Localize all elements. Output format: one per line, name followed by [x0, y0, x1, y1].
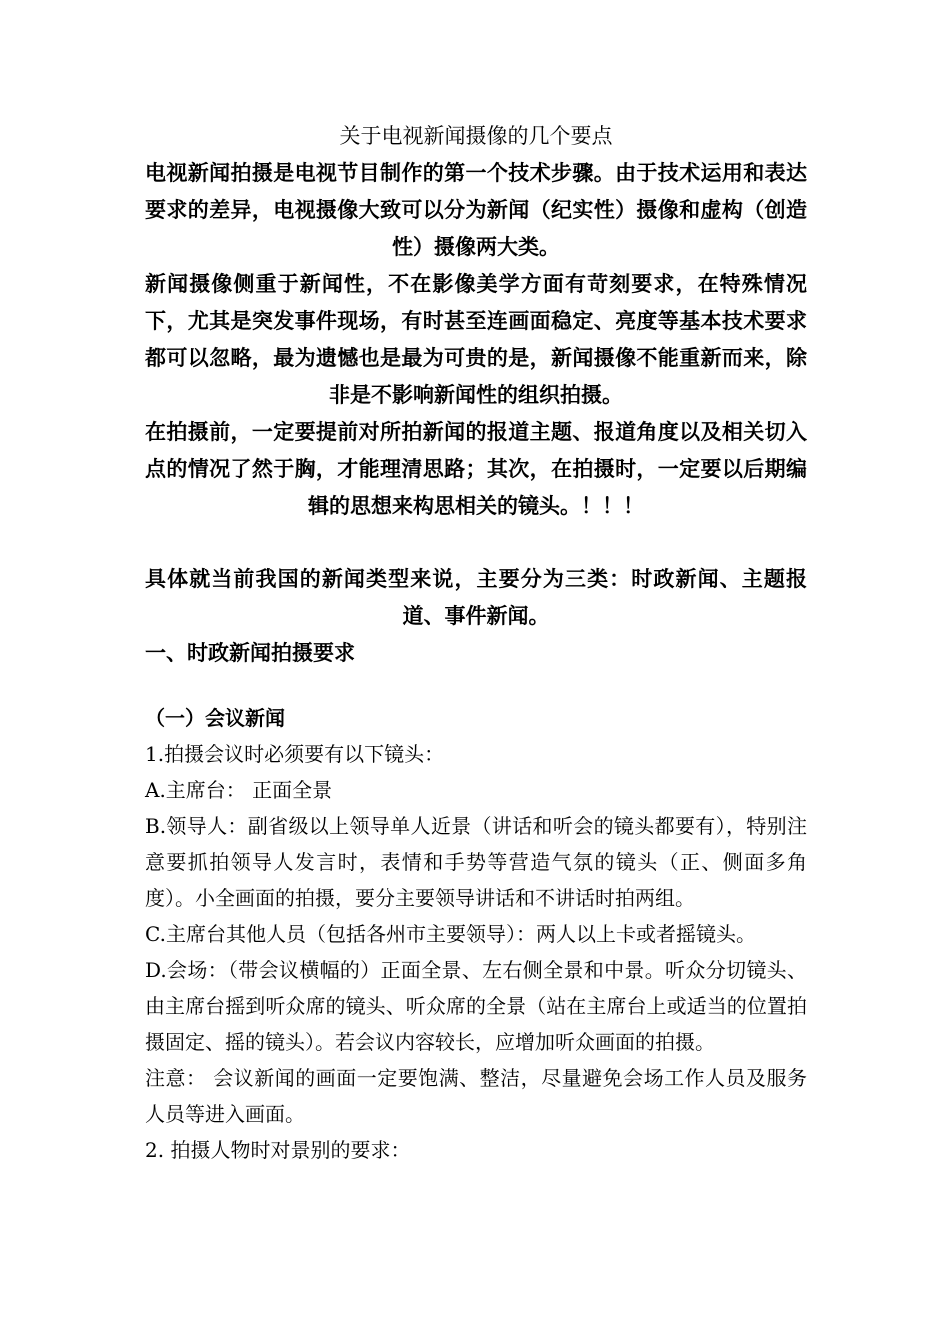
- blank-line: [145, 671, 807, 700]
- list-item: 1.拍摄会议时必须要有以下镜头：: [145, 742, 445, 766]
- blank-line: [145, 524, 807, 560]
- intro-paragraph-1: 电视新闻拍摄是电视节目制作的第一个技术步骤。由于技术运用和表达要求的差异，电视摄像大致可以分为新闻（纪实性）摄像和虚构（创造性）摄像两大类。: [145, 160, 807, 259]
- document-body: [145, 118, 807, 1168]
- subsection-heading-1: （一）会议新闻: [145, 706, 285, 730]
- intro-paragraph-3: 在拍摄前，一定要提前对所拍新闻的报道主题、报道角度以及相关切入点的情况了然于胸，才能理清思路；其次，在拍摄时，一定要以后期编辑的思想来构思相关的镜头。！！！: [145, 419, 807, 518]
- list-item: B.领导人：副省级以上领导单人近景（讲话和听会的镜头都要有），特别注意要抓拍领导人发言时，表情和手势等营造气氛的镜头（正、侧面多角度）。小全画面的拍摄，要分主要领导讲话和不讲话时拍两组。: [145, 814, 807, 910]
- list-item: C.主席台其他人员（包括各州市主要领导）：两人以上卡或者摇镜头。: [145, 922, 756, 946]
- document-title: 关于电视新闻摄像的几个要点: [339, 124, 613, 148]
- note-paragraph: 注意： 会议新闻的画面一定要饱满、整洁，尽量避免会场工作人员及服务人员等进入画面。: [145, 1066, 807, 1126]
- section-heading-1: 一、时政新闻拍摄要求: [145, 640, 355, 665]
- list-item: D.会场：（带会议横幅的）正面全景、左右侧全景和中景。听众分切镜头、由主席台摇到听众席的镜头、听众席的全景（站在主席台上或适当的位置拍摄固定、摇的镜头）。若会议内容较长，应增加听众画面的拍摄。: [145, 958, 807, 1054]
- list-item: 2. 拍摄人物时对景别的要求：: [145, 1138, 411, 1162]
- list-item: A.主席台： 正面全景: [145, 778, 333, 802]
- intro-paragraph-2: 新闻摄像侧重于新闻性，不在影像美学方面有苛刻要求，在特殊情况下，尤其是突发事件现场，有时甚至连画面稳定、亮度等基本技术要求都可以忽略，最为遗憾也是最为可贵的是，新闻摄像不能重新而来，除非是不影响新闻性的组织拍摄。: [145, 271, 807, 407]
- news-types-paragraph: 具体就当前我国的新闻类型来说，主要分为三类：时政新闻、主题报道、事件新闻。: [145, 566, 807, 628]
